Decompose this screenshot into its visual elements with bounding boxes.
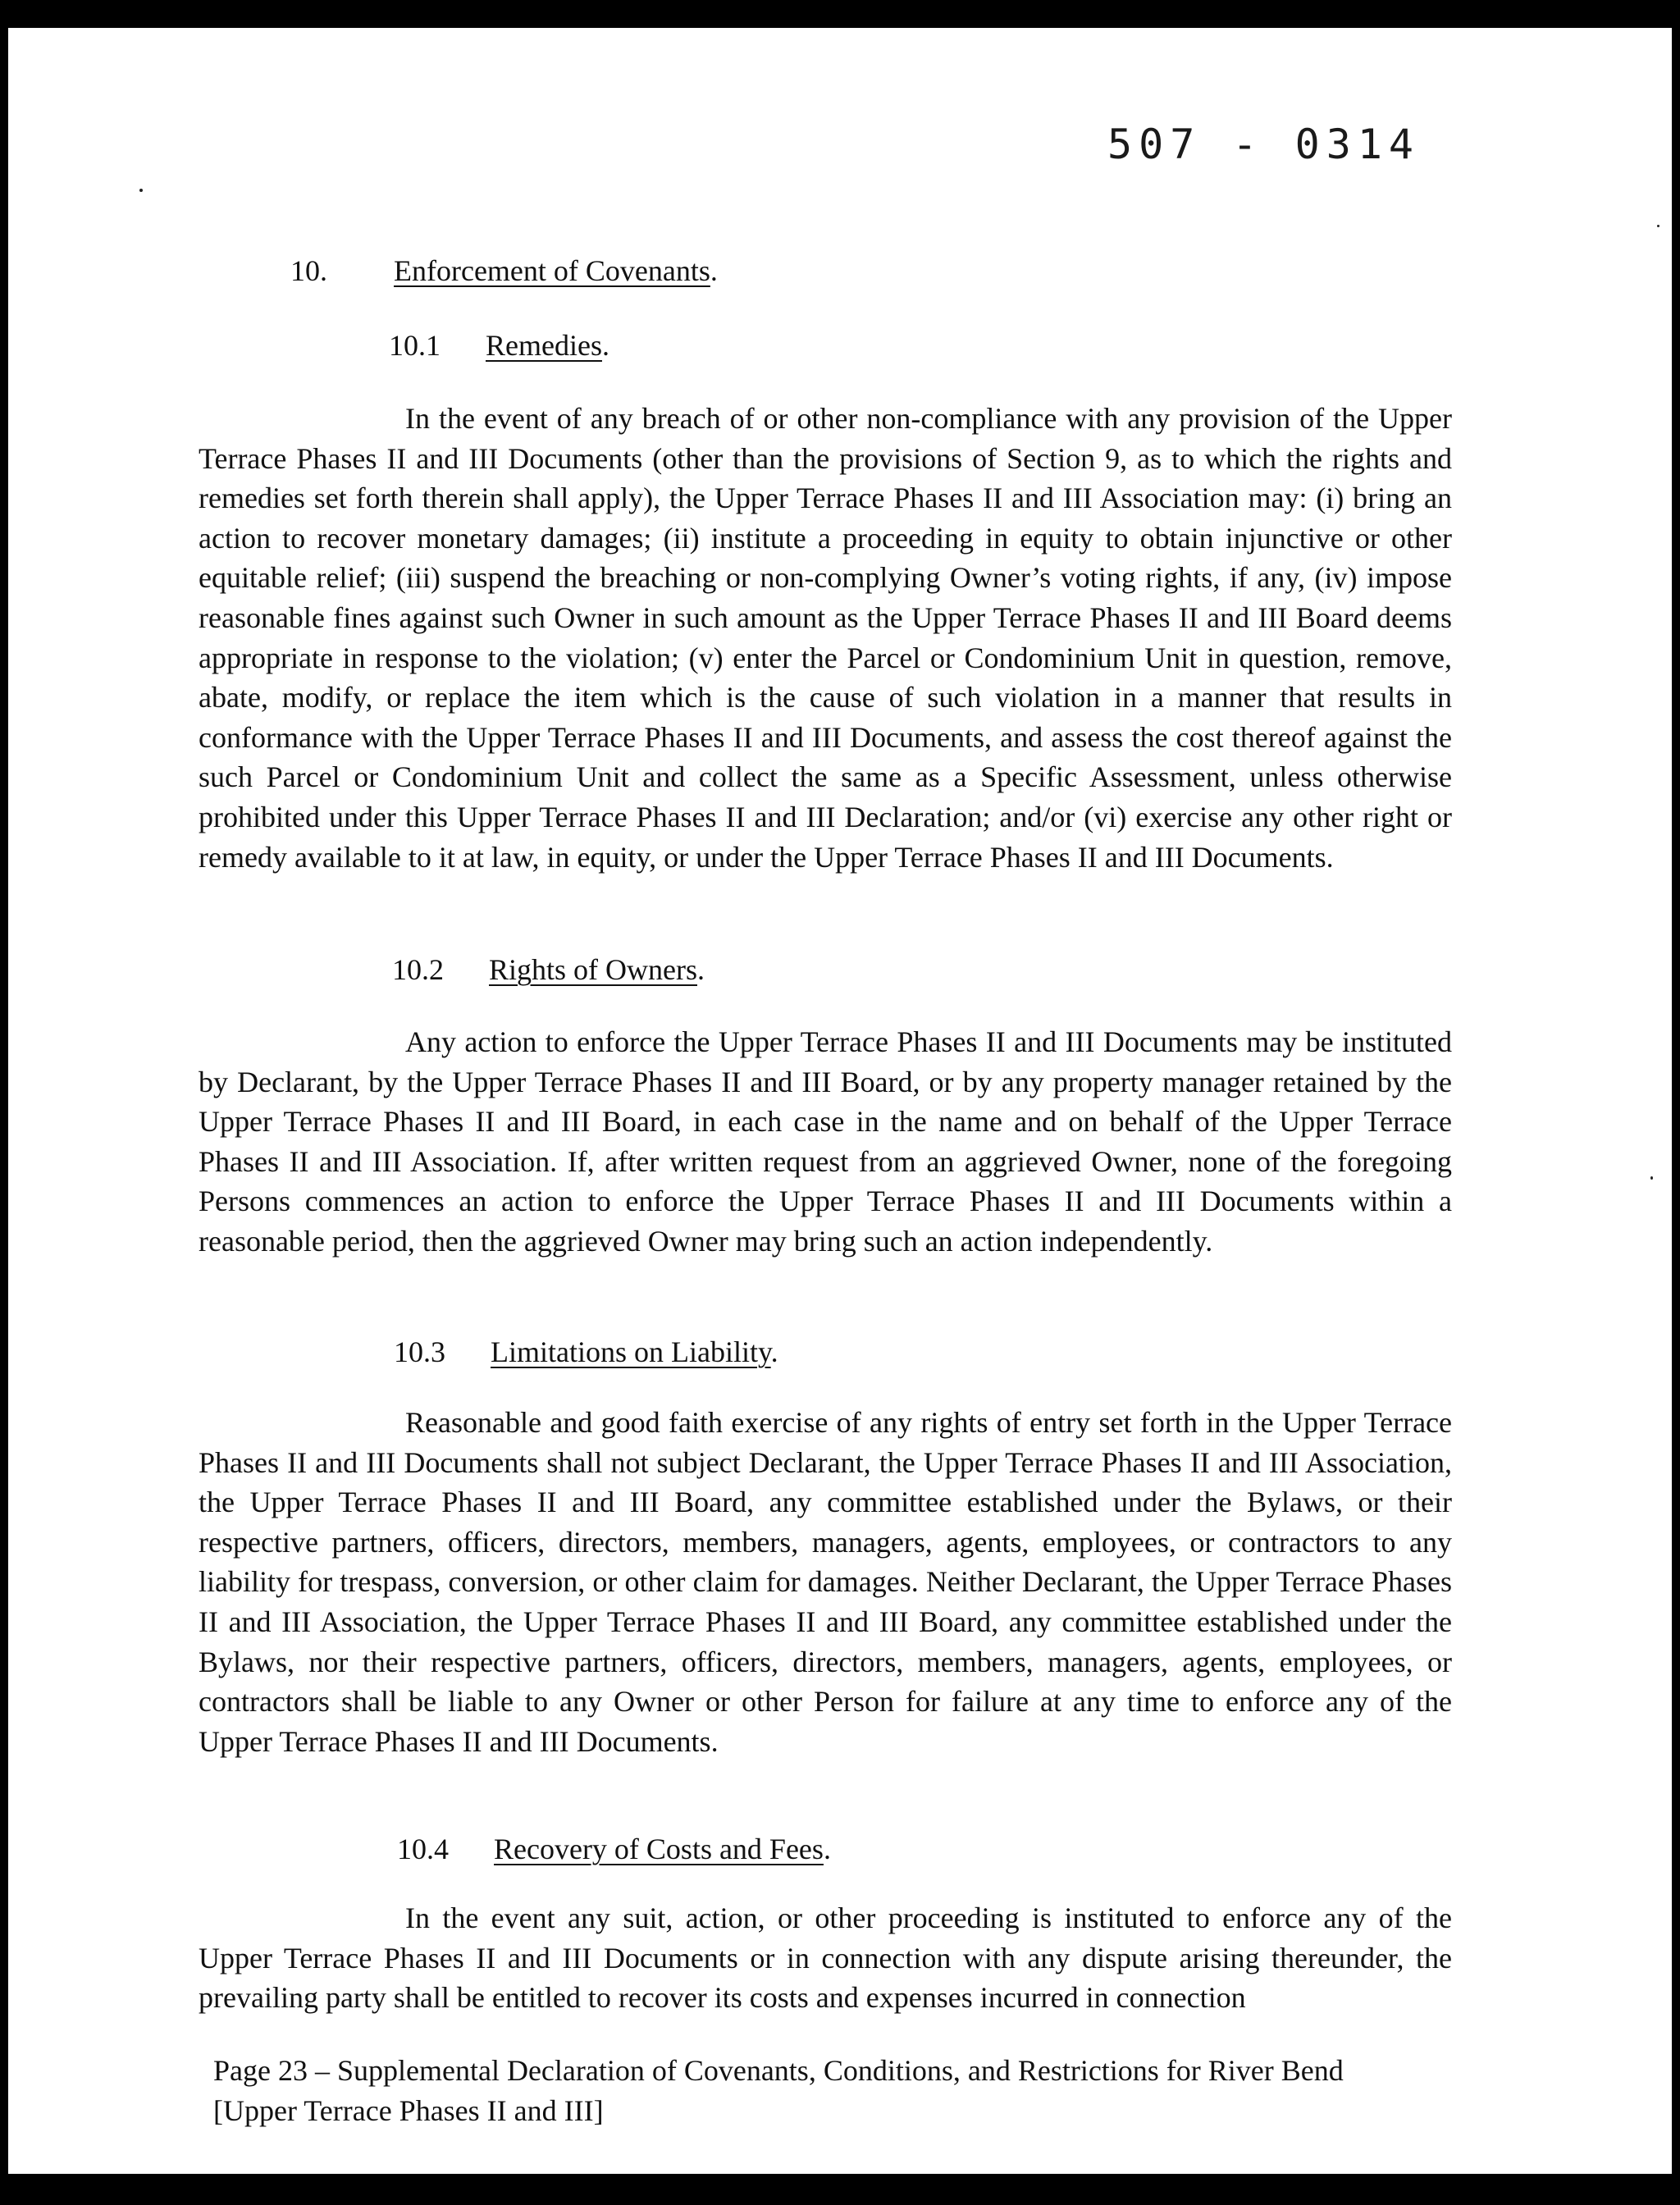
section-title-punct: .	[710, 254, 718, 287]
section-heading	[290, 251, 718, 291]
footer-line-2: [Upper Terrace Phases II and III]	[213, 2093, 604, 2127]
document-stamp-number: 507 - 0314	[1107, 121, 1421, 168]
subsection-number: 10.1	[389, 329, 441, 362]
subsection-heading-10-2	[392, 950, 705, 990]
scan-speck	[1650, 1176, 1653, 1180]
page-footer	[213, 2051, 1493, 2130]
subsection-title-punct: .	[823, 1833, 831, 1865]
paragraph-recovery-of-costs: In the event any suit, action, or other proceeding is instituted to enforce any of the Upper Terrace Phases II and III Documents or in connection with any dispute arising thereunder, the prevailing party shall be entitled to recover its costs and expenses incurred in connection	[199, 1901, 1452, 2015]
paragraph-rights-of-owners: Any action to enforce the Upper Terrace Phases II and III Documents may be instituted by Declarant, by the Upper Terrace Phases II and III Board, or by any property manager retained by the Upper Terrace Phases II and III Board, in each case in the name and on behalf of the Upper Terrace Phases II and III Association. If, after written request from an aggrieved Owner, none of the foregoing Persons commences an action to enforce the Upper Terrace Phases II and III Documents within a reasonable period, then the aggrieved Owner may bring such an action independently.	[199, 1025, 1452, 1258]
subsection-heading-10-4	[397, 1829, 831, 1869]
subsection-title-punct: .	[601, 329, 609, 362]
subsection-number: 10.2	[392, 953, 444, 986]
subsection-number: 10.4	[397, 1833, 449, 1865]
subsection-heading-10-1	[389, 326, 609, 366]
subsection-title: Recovery of Costs and Fees	[494, 1833, 824, 1865]
subsection-title: Remedies	[486, 329, 602, 362]
subsection-title-punct: .	[697, 953, 705, 986]
section-number: 10.	[290, 254, 327, 287]
subsection-title: Limitations on Liability	[491, 1335, 771, 1368]
document-page	[8, 28, 1672, 2174]
section-title: Enforcement of Covenants	[394, 254, 710, 287]
paragraph-limitations-on-liability: Reasonable and good faith exercise of any rights of entry set forth in the Upper Terrace Phases II and III Documents shall not subject Declarant, the Upper Terrace Phases II and III Association, the Upper Terrace Phases II and III Board, any committee established under the Bylaws, or their respective partners, officers, directors, members, managers, agents, employees, or contractors to any liability for trespass, conversion, or other claim for damages. Neither Declarant, the Upper Terrace Phases II and III Association, the Upper Terrace Phases II and III Board, any committee established under the Bylaws, nor their respective partners, officers, directors, members, managers, agents, employees, or contractors shall be liable to any Owner or other Person for failure at any time to enforce any of the Upper Terrace Phases II and III Documents.	[199, 1406, 1452, 1758]
subsection-heading-10-3	[394, 1332, 778, 1372]
scan-speck	[139, 189, 143, 192]
scan-speck	[1657, 225, 1659, 227]
subsection-title: Rights of Owners	[489, 953, 697, 986]
paragraph-remedies: In the event of any breach of or other non-compliance with any provision of the Upper Terrace Phases II and III Documents (other than the provisions of Section 9, as to which the rights and remedies set forth therein shall apply), the Upper Terrace Phases II and III Association may: (i) bring an action to recover monetary damages; (ii) institute a proceeding in equity to obtain injunctive or other equitable relief; (iii) suspend the breaching or non-complying Owner’s voting rights, if any, (iv) impose reasonable fines against such Owner in such amount as the Upper Terrace Phases II and III Board deems appropriate in response to the violation; (v) enter the Parcel or Condominium Unit in question, remove, abate, modify, or replace the item which is the cause of such violation in a manner that results in conformance with the Upper Terrace Phases II and III Documents, and assess the cost thereof against the such Parcel or Condominium Unit and collect the same as a Specific Assessment, unless otherwise prohibited under this Upper Terrace Phases II and III Declaration; and/or (vi) exercise any other right or remedy available to it at law, in equity, or under the Upper Terrace Phases II and III Documents.	[199, 402, 1452, 874]
subsection-title-punct: .	[770, 1335, 778, 1368]
footer-line-1: Page 23 – Supplemental Declaration of Covenants, Conditions, and Restrictions for River Bend	[213, 2054, 1344, 2087]
subsection-number: 10.3	[394, 1335, 445, 1368]
